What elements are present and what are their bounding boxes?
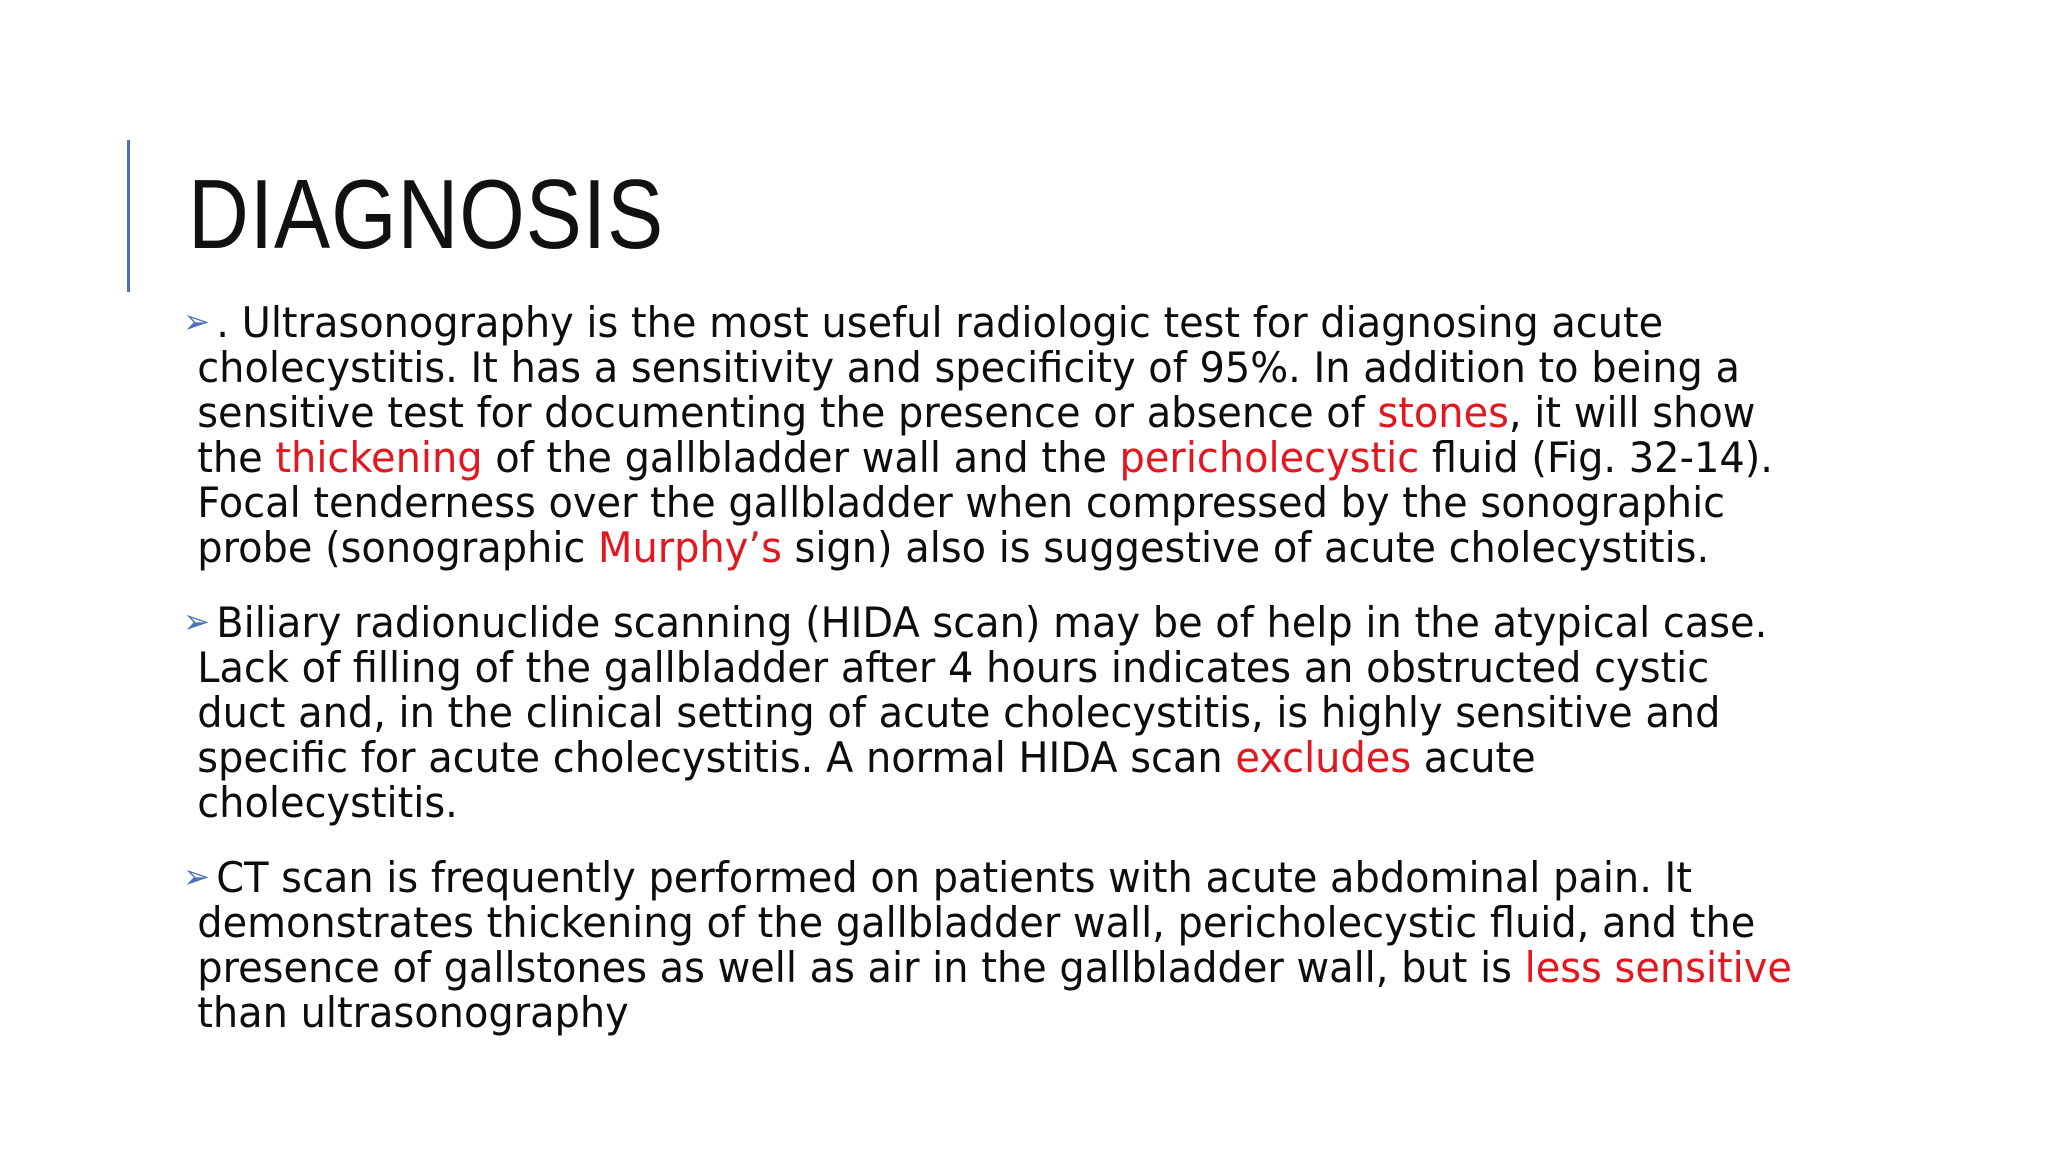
bullet-text: . Ultrasonography is the most useful radiologic test for diagnosing acute cholecystitis. It has a sensitivity and specificity of 95%. In addition to being a sensitive test for documenting the presence or absence of stones, it will show the thickening of the gallbladder wall and the pericholecystic fluid (Fig. 32-14). Focal tenderness over the gallbladder when compressed by the sonographic probe (sonographic Murphy’s sign) also is suggestive of acute cholecystitis.: [197, 298, 1773, 572]
bullet-text: Biliary radionuclide scanning (HIDA scan) may be of help in the atypical case. Lack of filling of the gallbladder after 4 hours indicates an obstructed cystic duct and, in the clinical setting of acute cholecystitis, is highly sensitive and specific for acute cholecystitis. A normal HIDA scan excludes acute cholecystitis.: [197, 598, 1768, 827]
highlight-thickening: thickening: [275, 433, 483, 482]
arrowhead-bullet-icon: ➢: [183, 857, 211, 897]
highlight-less-sensitive: less sensitive: [1524, 943, 1792, 992]
highlight-excludes: excludes: [1235, 733, 1412, 782]
bullet-text: CT scan is frequently performed on patients with acute abdominal pain. It demonstrates thickening of the gallbladder wall, pericholecystic fluid, and the presence of gallstones as well as air in the gallbladder wall, but is less sensitive than ultrasonography: [197, 853, 1792, 1037]
highlight-stones: stones: [1377, 388, 1509, 437]
bullet-ct-scan: [183, 855, 1798, 1035]
bullet-hida-scan: [183, 600, 1798, 825]
slide-title: DIAGNOSIS: [188, 159, 665, 269]
slide-body: [183, 300, 1883, 1065]
title-accent-bar: [127, 140, 130, 292]
arrowhead-bullet-icon: ➢: [183, 302, 211, 342]
arrowhead-bullet-icon: ➢: [183, 602, 211, 642]
highlight-murphys: Murphy’s: [598, 523, 782, 572]
highlight-pericholecystic: pericholecystic: [1119, 433, 1420, 482]
bullet-ultrasonography: [183, 300, 1798, 570]
